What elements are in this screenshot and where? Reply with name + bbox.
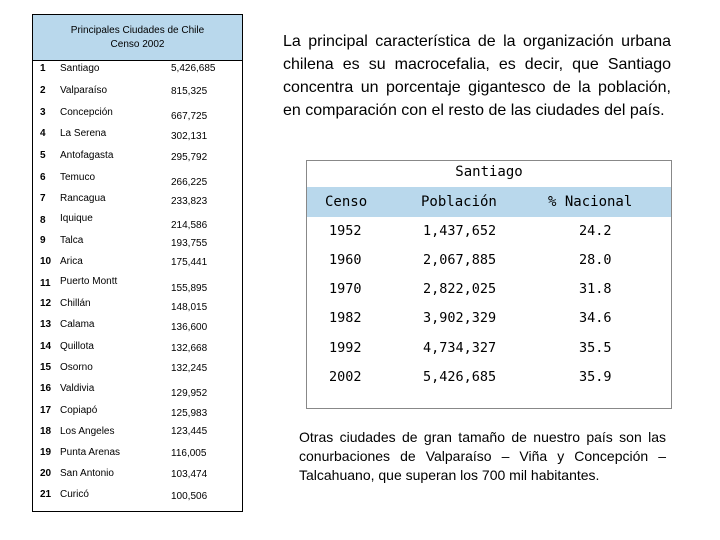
city-name: Puerto Montt xyxy=(60,276,118,287)
census-percent: 34.6 xyxy=(579,310,612,326)
table-row xyxy=(33,84,242,104)
table-row xyxy=(33,149,242,169)
census-year: 1970 xyxy=(329,281,362,297)
city-name: Rancagua xyxy=(60,193,106,204)
city-name: Curicó xyxy=(60,489,89,500)
city-population: 266,225 xyxy=(171,177,208,188)
census-year: 1952 xyxy=(329,223,362,239)
city-name: Iquique xyxy=(60,213,93,224)
table-row xyxy=(307,275,671,304)
table-row xyxy=(33,382,242,402)
table-row xyxy=(33,318,242,338)
city-rank: 17 xyxy=(40,405,52,416)
city-name: Chillán xyxy=(60,298,91,309)
city-rank: 12 xyxy=(40,298,52,309)
city-name: Temuco xyxy=(60,172,96,183)
city-population: 129,952 xyxy=(171,388,208,399)
city-population: 175,441 xyxy=(171,257,208,268)
city-rank: 8 xyxy=(40,215,46,226)
city-rank: 3 xyxy=(40,107,46,118)
city-population: 193,755 xyxy=(171,238,208,249)
table-row xyxy=(307,246,671,275)
census-year: 1982 xyxy=(329,310,362,326)
santiago-table-title: Santiago xyxy=(307,161,671,184)
census-percent: 35.5 xyxy=(579,340,612,356)
census-population: 2,822,025 xyxy=(423,281,497,297)
city-name: Copiapó xyxy=(60,405,98,416)
santiago-table-header xyxy=(307,187,671,217)
city-rank: 1 xyxy=(40,63,46,74)
city-name: Arica xyxy=(60,256,83,267)
table-row xyxy=(33,467,242,487)
table-row xyxy=(307,363,671,392)
table-row xyxy=(307,217,671,246)
city-population: 295,792 xyxy=(171,152,208,163)
city-rank: 18 xyxy=(40,426,52,437)
census-population: 4,734,327 xyxy=(423,340,497,356)
census-year: 1992 xyxy=(329,340,362,356)
city-rank: 10 xyxy=(40,256,52,267)
city-rank: 4 xyxy=(40,128,46,139)
table-row xyxy=(33,446,242,466)
city-table-title: Principales Ciudades de Chile xyxy=(70,25,205,36)
city-rank: 11 xyxy=(40,278,51,289)
table-row xyxy=(33,62,242,82)
city-rank: 6 xyxy=(40,172,46,183)
city-name: Calama xyxy=(60,319,95,330)
city-rank: 15 xyxy=(40,362,52,373)
city-population: 302,131 xyxy=(171,131,208,142)
table-row xyxy=(33,234,242,254)
city-population: 132,668 xyxy=(171,343,208,354)
census-population: 3,902,329 xyxy=(423,310,497,326)
city-name: Talca xyxy=(60,235,84,246)
city-rank: 20 xyxy=(40,468,52,479)
city-population: 667,725 xyxy=(171,111,208,122)
city-name: Osorno xyxy=(60,362,93,373)
table-row xyxy=(33,127,242,147)
census-percent: 35.9 xyxy=(579,369,612,385)
city-name: Valparaíso xyxy=(60,85,108,96)
table-row xyxy=(33,488,242,508)
census-percent: 24.2 xyxy=(579,223,612,239)
census-population: 1,437,652 xyxy=(423,223,497,239)
city-name: Antofagasta xyxy=(60,150,114,161)
table-row xyxy=(33,214,242,234)
table-row xyxy=(33,255,242,275)
city-population: 155,895 xyxy=(171,283,208,294)
table-row xyxy=(33,361,242,381)
city-population: 233,823 xyxy=(171,196,208,207)
table-row xyxy=(33,277,242,297)
city-name: San Antonio xyxy=(60,468,114,479)
city-rank: 21 xyxy=(40,489,52,500)
city-population: 5,426,685 xyxy=(171,63,216,74)
city-population: 103,474 xyxy=(171,469,208,480)
city-population: 815,325 xyxy=(171,86,208,97)
city-population: 125,983 xyxy=(171,408,208,419)
santiago-census-table xyxy=(306,160,672,409)
city-name: La Serena xyxy=(60,128,107,139)
header-porcentaje-nacional: % Nacional xyxy=(548,194,633,210)
city-population: 132,245 xyxy=(171,363,208,374)
table-row xyxy=(33,171,242,191)
census-year: 2002 xyxy=(329,369,362,385)
city-rank: 14 xyxy=(40,341,52,352)
city-population: 214,586 xyxy=(171,220,208,231)
city-population: 116,005 xyxy=(171,448,207,459)
table-row xyxy=(33,425,242,445)
table-row xyxy=(33,192,242,212)
city-rank: 16 xyxy=(40,383,52,394)
city-table-subtitle: Censo 2002 xyxy=(110,39,165,50)
city-name: Los Angeles xyxy=(60,426,115,437)
city-table-header xyxy=(33,15,242,61)
city-population: 123,445 xyxy=(171,426,208,437)
census-percent: 28.0 xyxy=(579,252,612,268)
city-population: 148,015 xyxy=(171,302,208,313)
city-name: Concepción xyxy=(60,107,113,118)
census-year: 1960 xyxy=(329,252,362,268)
city-rank: 5 xyxy=(40,150,46,161)
city-population-table xyxy=(32,14,243,512)
city-rank: 7 xyxy=(40,193,46,204)
census-population: 2,067,885 xyxy=(423,252,497,268)
city-rank: 2 xyxy=(40,85,46,96)
outro-paragraph: Otras ciudades de gran tamaño de nuestro país son las conurbaciones de Valparaíso – Viña y Concepción – Talcahuano, que superan los 700 mil habitantes. xyxy=(299,429,666,483)
table-row xyxy=(33,340,242,360)
intro-paragraph: La principal característica de la organización urbana chilena es su macrocefalia, es decir, que Santiago concentra un porcentaje gigantesco de la población, en comparación con el resto de las ciudades del país. xyxy=(283,33,671,119)
city-name: Punta Arenas xyxy=(60,447,121,458)
table-row xyxy=(307,304,671,333)
table-row xyxy=(33,297,242,317)
census-population: 5,426,685 xyxy=(423,369,497,385)
city-name: Quillota xyxy=(60,341,94,352)
table-row xyxy=(307,334,671,363)
header-poblacion: Población xyxy=(421,194,497,210)
city-name: Valdivia xyxy=(60,383,95,394)
table-row xyxy=(33,106,242,126)
city-population: 136,600 xyxy=(171,322,208,333)
census-percent: 31.8 xyxy=(579,281,612,297)
city-rank: 13 xyxy=(40,319,52,330)
city-rank: 19 xyxy=(40,447,52,458)
city-name: Santiago xyxy=(60,63,100,74)
table-row xyxy=(33,404,242,424)
header-censo: Censo xyxy=(325,194,368,210)
city-population: 100,506 xyxy=(171,491,208,502)
city-rank: 9 xyxy=(40,235,46,246)
